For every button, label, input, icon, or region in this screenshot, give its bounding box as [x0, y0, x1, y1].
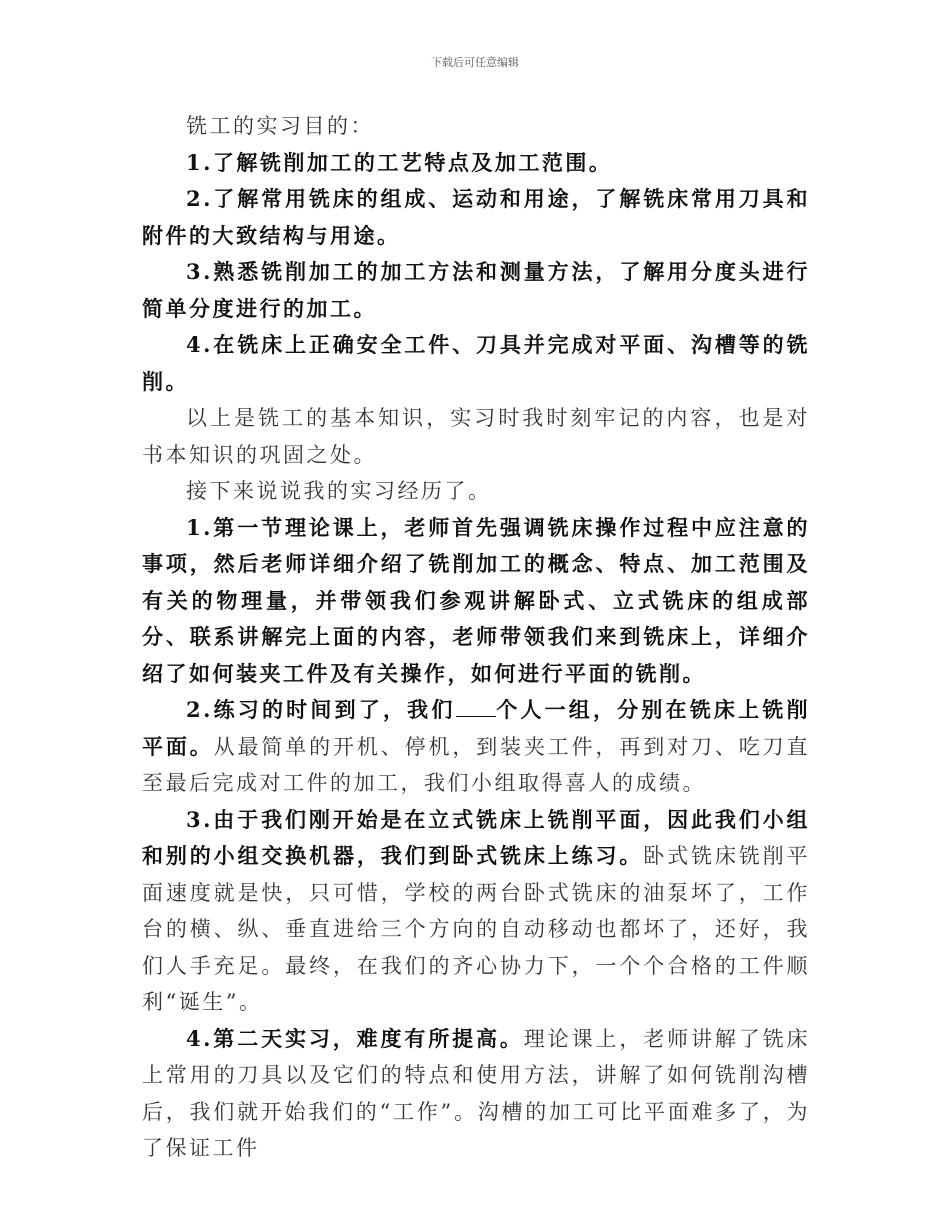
experience-2-body: 从最简单的开机、停机，到装夹工件，再到对刀、吃刀直至最后完成对工件的加工，我们小组取得喜人的成绩。: [142, 734, 811, 795]
experience-4-lead: 4.第二天实习，难度有所提高。: [186, 1025, 524, 1051]
paragraph-goal-2: 2.了解常用铣床的组成、运动和用途，了解铣床常用刀具和附件的大致结构与用途。: [142, 186, 810, 248]
paragraph-goal-4: 4.在铣床上正确安全工件、刀具并完成对平面、沟槽等的铣削。: [142, 332, 810, 394]
experience-4-body: 理论课上，老师讲解了铣床上常用的刀具以及它们的特点和使用方法，讲解了如何铣削沟槽后，我们就开始我们的“工作”。沟槽的加工可比平面难多了，为了保证工件: [142, 1026, 811, 1160]
experience-2-lead: 2.练习的时间到了，我们: [186, 697, 456, 722]
page-header-note: 下载后可任意编辑: [431, 56, 519, 69]
paragraph-experience-2: [142, 692, 810, 802]
fill-blank-line: [456, 696, 496, 717]
paragraph-experience-3: [142, 802, 810, 1021]
experience-3-lead: 3.由于我们刚开始是在立式铣床上铣削平面，因此我们小组和别的小组交换机器，我们到卧式铣床上练习。: [142, 806, 810, 868]
paragraph-experience-1: 1.第一节理论课上，老师首先强调铣床操作过程中应注意的事项，然后老师详细介绍了铣削加工的概念、特点、加工范围及有关的物理量，并带领我们参观讲解卧式、立式铣床的组成部分、联系讲解完上面的内容，老师带领我们来到铣床上，详细介绍了如何装夹工件及有关操作，如何进行平面的铣削。: [142, 514, 810, 686]
paragraph-goal-3: 3.熟悉铣削加工的加工方法和测量方法，了解用分度头进行简单分度进行的加工。: [142, 259, 810, 321]
experience-2-lead-end: 个人一组，分别在铣床上铣削平面。: [142, 697, 810, 759]
document-body: [142, 108, 810, 1167]
paragraph-intro: 铣工的实习目的：: [186, 114, 374, 138]
experience-3-body: 卧式铣床铣削平面速度就是快，只可惜，学校的两台卧式铣床的油泵坏了，工作台的横、纵、垂直进给三个方向的自动移动也都坏了，还好，我们人手充足。最终，在我们的齐心协力下，一个个合格的工件顺利“诞生”。: [142, 844, 811, 1014]
paragraph-experience-4: [142, 1021, 810, 1167]
paragraph-goal-1: 1.了解铣削加工的工艺特点及加工范围。: [186, 149, 613, 175]
paragraph-transition: 接下来说说我的实习经历了。: [186, 479, 492, 503]
paragraph-summary: 以上是铣工的基本知识，实习时我时刻牢记的内容，也是对书本知识的巩固之处。: [142, 406, 810, 467]
